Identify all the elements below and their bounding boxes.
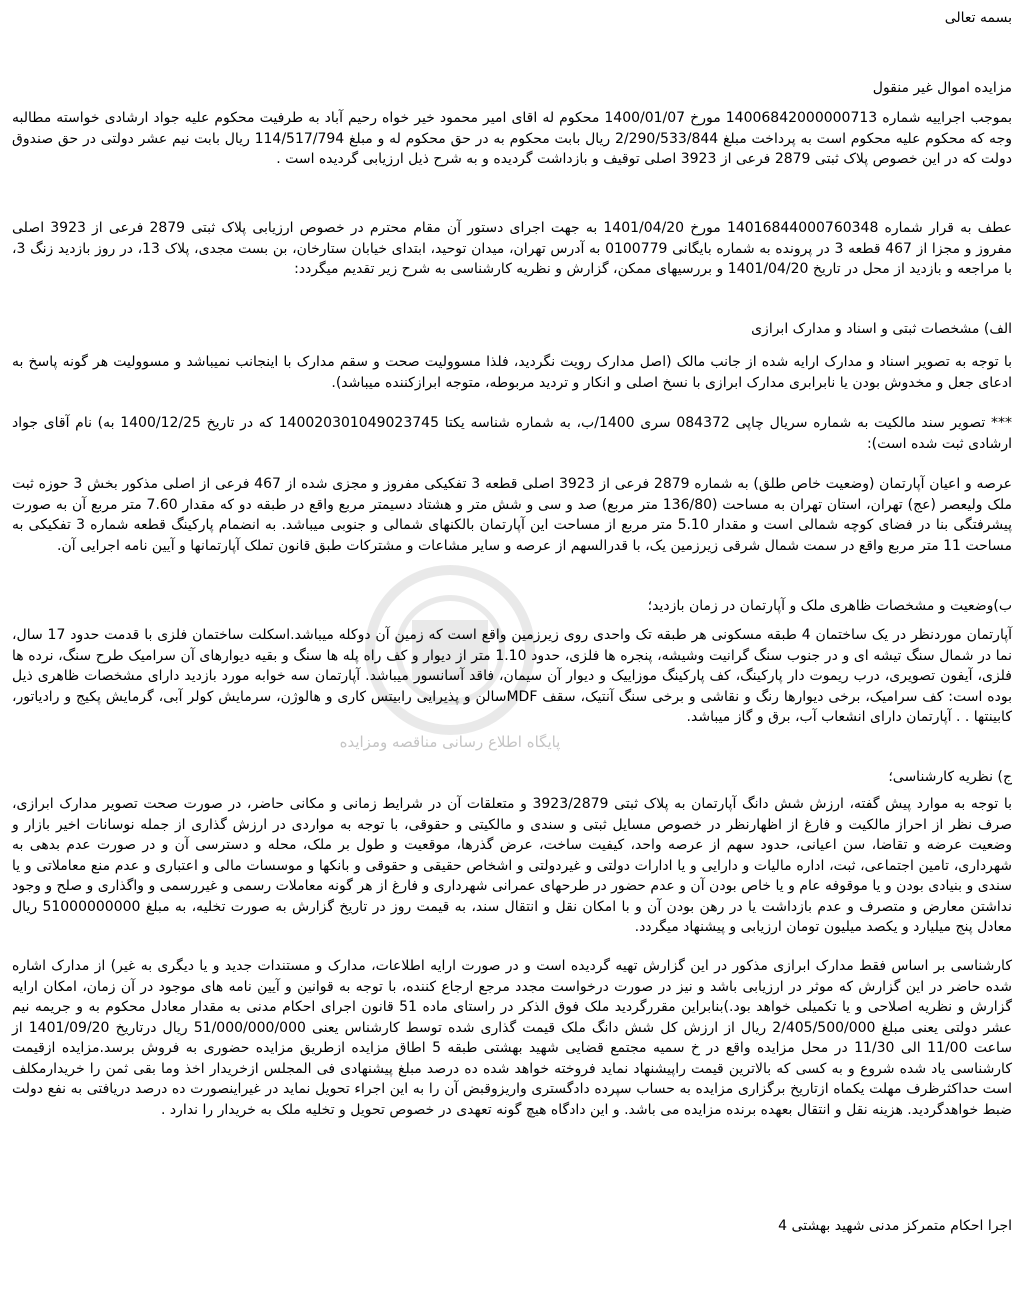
section-a-heading: الف) مشخصات ثبتی و اسناد و مدارک ابرازی — [751, 321, 1012, 337]
document-title: مزایده اموال غیر منقول — [872, 80, 1012, 96]
paragraph-auction-terms: کارشناسی بر اساس فقط مدارک ابرازی مذکور در این گزارش تهیه گردیده است و در صورت ارایه اطلاعات، مدارک و مستندات جدید و یا دیگری به غیر) از مدارک اشاره شده حاضر در این گزارش که موثر در ارزیابی باشد و نیز در صورت درخواست مجدد مرجع ارجاع کننده، با توجه به قوانین و آیین نامه های موجود در آن زمان، امکان ارایه گزارش و نظریه اصلاحی و یا تکمیلی خواهد بود.)بنابراین مقررگردید ملک فوق الذکر در راستای ماده 51 قانون اجرای احکام مدنی به مقدار معادل محکوم به و جریمه نیم عشر دولتی یعنی مبلغ 2/405/500/000 ریال از ارزش کل شش دانگ ملک قیمت گذاری شده توسط کارشناس یعنی 51/000/000/000 ریال درتاریخ 1401/09/20 از ساعت 11/00 الی 11/30 در محل مزایده واقع در خ سمیه مجتمع قضایی شهید بهشتی طبقه 5 اطاق مزایده ازطریق مزایده حضوری به فروش برسد.مزایده ازقیمت کارشناسی یاد شده شروع و به کسی که بالاترین قیمت راپیشنهاد نماید فروخته خواهد شده ده درصد مبلغ پیشنهادی فی المجلس ازخریدار اخذ وما بقی ثمن را خریدارمکلف است حداکثرظرف مهلت یکماه ازتاریخ برگزاری مزایده به حساب سپرده دادگستری واریزوقبض آن را به این اجراء تحویل نماید در غیراینصورت ده درصد دریافتی به نفع دولت ضبط خواهدگردید. هزینه نقل و انتقال بعهده برنده مزایده می باشد. و این دادگاه هیچ گونه تعهدی در خصوص تحویل و تخلیه ملک به خریدار را ندارد . — [12, 958, 1013, 1118]
paragraph-expert-referral: عطف به قرار شماره 14016844000760348 مورخ 1401/04/20 به جهت اجرای دستور آن مقام محترم در خصوص ارزیابی پلاک ثبتی 2879 فرعی از 3923 اصلی مفروز و مجزا از 467 قطعه 3 در پرونده به شماره بایگانی 0100779 به آدرس تهران، میدان توحید، ابتدای خیابان ستارخان، بن بست مجدی، پلاک 13، در روز بازدید زنگ 3، با مراجعه و بازدید از محل در تاریخ 1401/04/20 و بررسیهای ممکن، گزارش و نظریه کارشناسی به شرح زیر تقدیم میگردد: — [12, 220, 1012, 277]
paragraph-documents-disclaimer: با توجه به تصویر اسناد و مدارک ارایه شده از جانب مالک (اصل مدارک رویت نگردید، فلذا مسوولیت صحت و سقم مدارک با اینجانب نمیباشد و مسوولیت هر گونه پاسخ به ادعای جعل و مخدوش بودن یا نابرابری مدارک ابرازی با نسخ اصلی و انکار و تردید مربوطه، متوجه ابرازکننده میباشد). — [12, 354, 1012, 391]
document-footer: اجرا احکام متمرکز مدنی شهید بهشتی 4 — [778, 1218, 1012, 1234]
paragraph-expert-opinion: با توجه به موارد پیش گفته، ارزش شش دانگ آپارتمان به پلاک ثبتی 3923/2879 و متعلقات آن در شرایط زمانی و مکانی حاضر، در صورت صحت تصویر مدارک ابرازی، صرف نظر از احراز مالکیت و فارغ از اظهارنظر در خصوص مسایل ثبتی و سندی و مالکیتی و حقوقی، با توجه به مواردی در ارزش گذاری از جمله نوسانات اخیر بازار و وضعیت عرضه و تقاضا، سن اعیانی، حدود سهم از عرصه واحد، کیفیت ساخت، عرض گذرها، موقعیت و طول بر ملک، محله و دسترسی آن و در صورت عدم بدهی به شهرداری، تامین اجتماعی، ثبت، اداره مالیات و دارایی و یا ادارات دولتی و غیردولتی و اشخاص حقیقی و حقوقی و بانکها و موسسات مالی و اعتباری و عدم منع معاملاتی و یا سندی و بنیادی بودن و یا موقوفه عام و یا خاص بودن آن و عدم حضور در طرحهای عمرانی شهرداری و فارغ از هر گونه معاملات رسمی و غیررسمی و واگذاری و صلح و وجود نداشتن معارض و متصرف و عدم بازداشت یا در رهن بودن آن و با امکان نقل و انتقال سند، به قیمت روز در تاریخ گزارش به صورت تخلیه، به مبلغ 51000000000 ریال معادل پنج میلیارد و یکصد میلیون تومان ارزیابی و پیشنهاد میگردد. — [12, 796, 1012, 935]
section-c-heading: ج) نظریه کارشناسی؛ — [888, 769, 1012, 785]
paragraph-execution-order: بموجب اجراییه شماره 14006842000000713 مورخ 1400/01/07 محکوم له اقای امیر محمود خیر خواه رحیم آباد به طرفیت محکوم علیه جواد ارشادی خواسته مطالبه وجه که محکوم علیه محکوم است به پرداخت مبلغ 2/290/533/844 ریال بابت محکوم به در حق محکوم له و مبلغ 114/517/794 ریال بابت نیم عشر دولتی در حق صندوق دولت که در این خصوص پلاک ثبتی 2879 فرعی از 3923 اصلی توقیف و بازداشت گردیده و به شرح ذیل ارزیابی گردیده است . — [12, 110, 1012, 167]
paragraph-building-condition: آپارتمان موردنظر در یک ساختمان 4 طبقه مسکونی هر طبقه تک واحدی روی زیرزمین واقع است که زمین آن دوکله میباشد.اسکلت ساختمان فلزی با قدمت حدود 17 سال، نما در شمال سنگ تیشه ای و در جنوب سنگ گرانیت وشیشه، پنجره ها فلزی، حدود 1.10 متر از دیوار و کف راه پله ها سنگ و بقیه دیوارهای آن سرامیک طرح سنگ، نرده ها فلزی، آیفون تصویری، درب ریموت دار پارکینگ، کف پارکینگ موزاییک و دیوار آن سیمان، فاقد آسانسور میباشد. آپارتمان سه خوابه مورد بازدید دارای مشخصات ظاهری ذیل بوده است: کف سرامیک، برخی دیوارها رنگ و نقاشی و برخی سنگ آنتیک، سقف MDFسالن و پذیرایی رابیتس کاری و هالوژن، سرمایش کولر آبی، گرمایش پکیج و رادیاتور، کابینتها . . آپارتمان دارای انشعاب آب، برق و گاز میباشد. — [12, 627, 1013, 725]
paragraph-property-description: عرصه و اعیان آپارتمان (وضعیت خاص طلق) به شماره 2879 فرعی از 3923 اصلی قطعه 3 تفکیکی مفروز و مجزی شده از 467 فرعی از اصلی مذکور بخش 3 حوزه ثبت ملک ولیعصر (عج) تهران، استان تهران به مساحت (136/80 متر مربع) صد و سی و شش متر و هشتاد دسیمتر مربع واقع در طبقه دو که مقدار 7.60 متر مربع آن به صورت پیشرفتگی بنا در فضای کوچه شمالی است و مقدار 5.10 متر مربع از مساحت این آپارتمان بالکنهای شمالی و جنوبی میباشد. به انضمام پارکینگ قطعه شماره 3 تفکیکی به مساحت 11 متر مربع واقع در سمت شمال شرقی زیرزمین یک، با قدرالسهم از عرصه و سایر مشاعات و مشترکات طبق قانون تملک آپارتمانها و آیین نامه اجرایی آن. — [12, 476, 1013, 554]
section-b-heading: ب)وضعیت و مشخصات ظاهری ملک و آپارتمان در زمان بازدید؛ — [647, 598, 1012, 614]
watermark-text: پایگاه اطلاع رسانی مناقصه ومزایده — [339, 733, 561, 751]
document-header: بسمه تعالی — [944, 10, 1012, 26]
paragraph-title-deed: *** تصویر سند مالکیت به شماره سریال چاپی 084372 سری 1400/ب، به شماره شناسه یکتا 140020301049023745 که در تاریخ 1400/12/25 به) نام آقای جواد ارشادی ثبت شده است): — [12, 415, 1012, 452]
